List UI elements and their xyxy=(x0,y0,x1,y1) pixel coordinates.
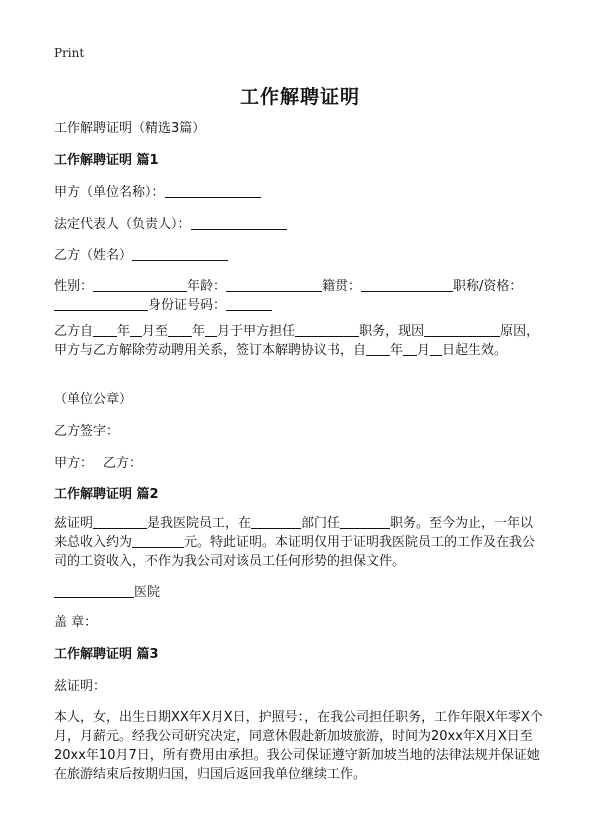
para-text: 元。特此证明。本证明仅用于证明我医院员工的工作及在我公司的工资收入，不作为我公司对该员工任何形势的担保文件。 xyxy=(54,535,536,569)
party-b-sign: 乙方签字： xyxy=(54,424,120,439)
fill-blank xyxy=(130,322,142,337)
gender-label: 性别： xyxy=(54,279,94,294)
hospital-label: 医院 xyxy=(134,585,161,600)
party-b-label: 乙方（姓名） xyxy=(54,248,133,263)
certify-label: 兹证明： xyxy=(54,679,107,694)
fill-blank xyxy=(93,277,187,292)
fill-blank xyxy=(340,514,390,529)
fill-blank xyxy=(295,322,359,337)
id-line xyxy=(54,296,272,315)
legal-rep-label: 法定代表人（负责人）： xyxy=(54,217,191,232)
fill-blank xyxy=(191,215,287,230)
hospital-line xyxy=(54,583,160,602)
para-text: 职务。至今为止，一年以来总收入约为 xyxy=(54,516,534,550)
seal-label: （单位公章） xyxy=(54,392,133,407)
legal-rep-line xyxy=(54,215,287,234)
section-3-heading: 工作解聘证明 篇3 xyxy=(54,647,159,662)
print-label: Print xyxy=(54,46,85,60)
fill-blank xyxy=(366,341,390,356)
para-text: 年 xyxy=(192,324,206,339)
para-text: 月于甲方担任 xyxy=(217,324,296,339)
para-text: 年 xyxy=(117,324,131,339)
para-text: 兹证明 xyxy=(54,516,94,531)
fill-blank xyxy=(93,322,117,337)
id-label: 身份证号码： xyxy=(148,298,227,313)
party-a-label: 甲方（单位名称）： xyxy=(54,185,165,200)
party-b-sign-2: 乙方： xyxy=(103,456,143,471)
fill-blank xyxy=(424,322,500,337)
page-title: 工作解聘证明 xyxy=(239,86,360,108)
both-sign-line xyxy=(54,455,142,473)
stamp-label: 盖 章： xyxy=(54,615,98,630)
section-1-heading: 工作解聘证明 篇1 xyxy=(54,153,159,168)
fill-blank xyxy=(165,183,261,198)
party-b-line xyxy=(54,246,228,265)
fill-blank xyxy=(251,514,301,529)
para-text: 是我医院员工，在 xyxy=(147,516,252,531)
section-3-paragraph: 本人，女，出生日期XX年X月X日，护照号：，在我公司担任职务，工作年限X年零X个月，月薪元。经我公司研究决定，同意休假赴新加坡旅游，时间为20xx年X月X日至20xx年10月7日，所有费用由承担。我公司保证遵守新加坡当地的法律法规并保证她在旅游结束后按期归国，归国后返回我单位继续工作。 xyxy=(54,710,543,782)
origin-label: 籍贯： xyxy=(322,279,362,294)
para-text: 乙方自 xyxy=(54,324,94,339)
fill-blank xyxy=(132,246,228,261)
section-1-paragraph xyxy=(54,322,546,360)
para-text: 年 xyxy=(390,343,404,358)
fill-blank xyxy=(403,341,417,356)
subtitle: 工作解聘证明（精选3篇） xyxy=(54,121,206,136)
fill-blank xyxy=(226,296,272,311)
para-text: 月 xyxy=(417,343,431,358)
para-text: 月至 xyxy=(142,324,169,339)
para-text: 原因，甲方与乙方解除劳动聘用关系，签订本解聘协议书，自 xyxy=(54,324,540,358)
para-text: 部门任 xyxy=(301,516,341,531)
personal-info-line xyxy=(54,277,522,296)
fill-blank xyxy=(168,322,192,337)
title-label: 职称/资格： xyxy=(453,279,523,294)
para-text: 日起生效。 xyxy=(442,343,508,358)
age-label: 年龄： xyxy=(187,279,227,294)
section-2-heading: 工作解聘证明 篇2 xyxy=(54,487,159,502)
party-a-line xyxy=(54,183,261,202)
para-text: 职务，现因 xyxy=(359,324,425,339)
fill-blank xyxy=(54,583,134,598)
fill-blank xyxy=(54,296,148,311)
fill-blank xyxy=(430,341,442,356)
fill-blank xyxy=(93,514,147,529)
fill-blank xyxy=(205,322,217,337)
section-2-paragraph xyxy=(54,514,546,571)
fill-blank xyxy=(132,533,184,548)
fill-blank xyxy=(226,277,322,292)
fill-blank xyxy=(361,277,453,292)
party-a-sign: 甲方： xyxy=(54,456,94,471)
